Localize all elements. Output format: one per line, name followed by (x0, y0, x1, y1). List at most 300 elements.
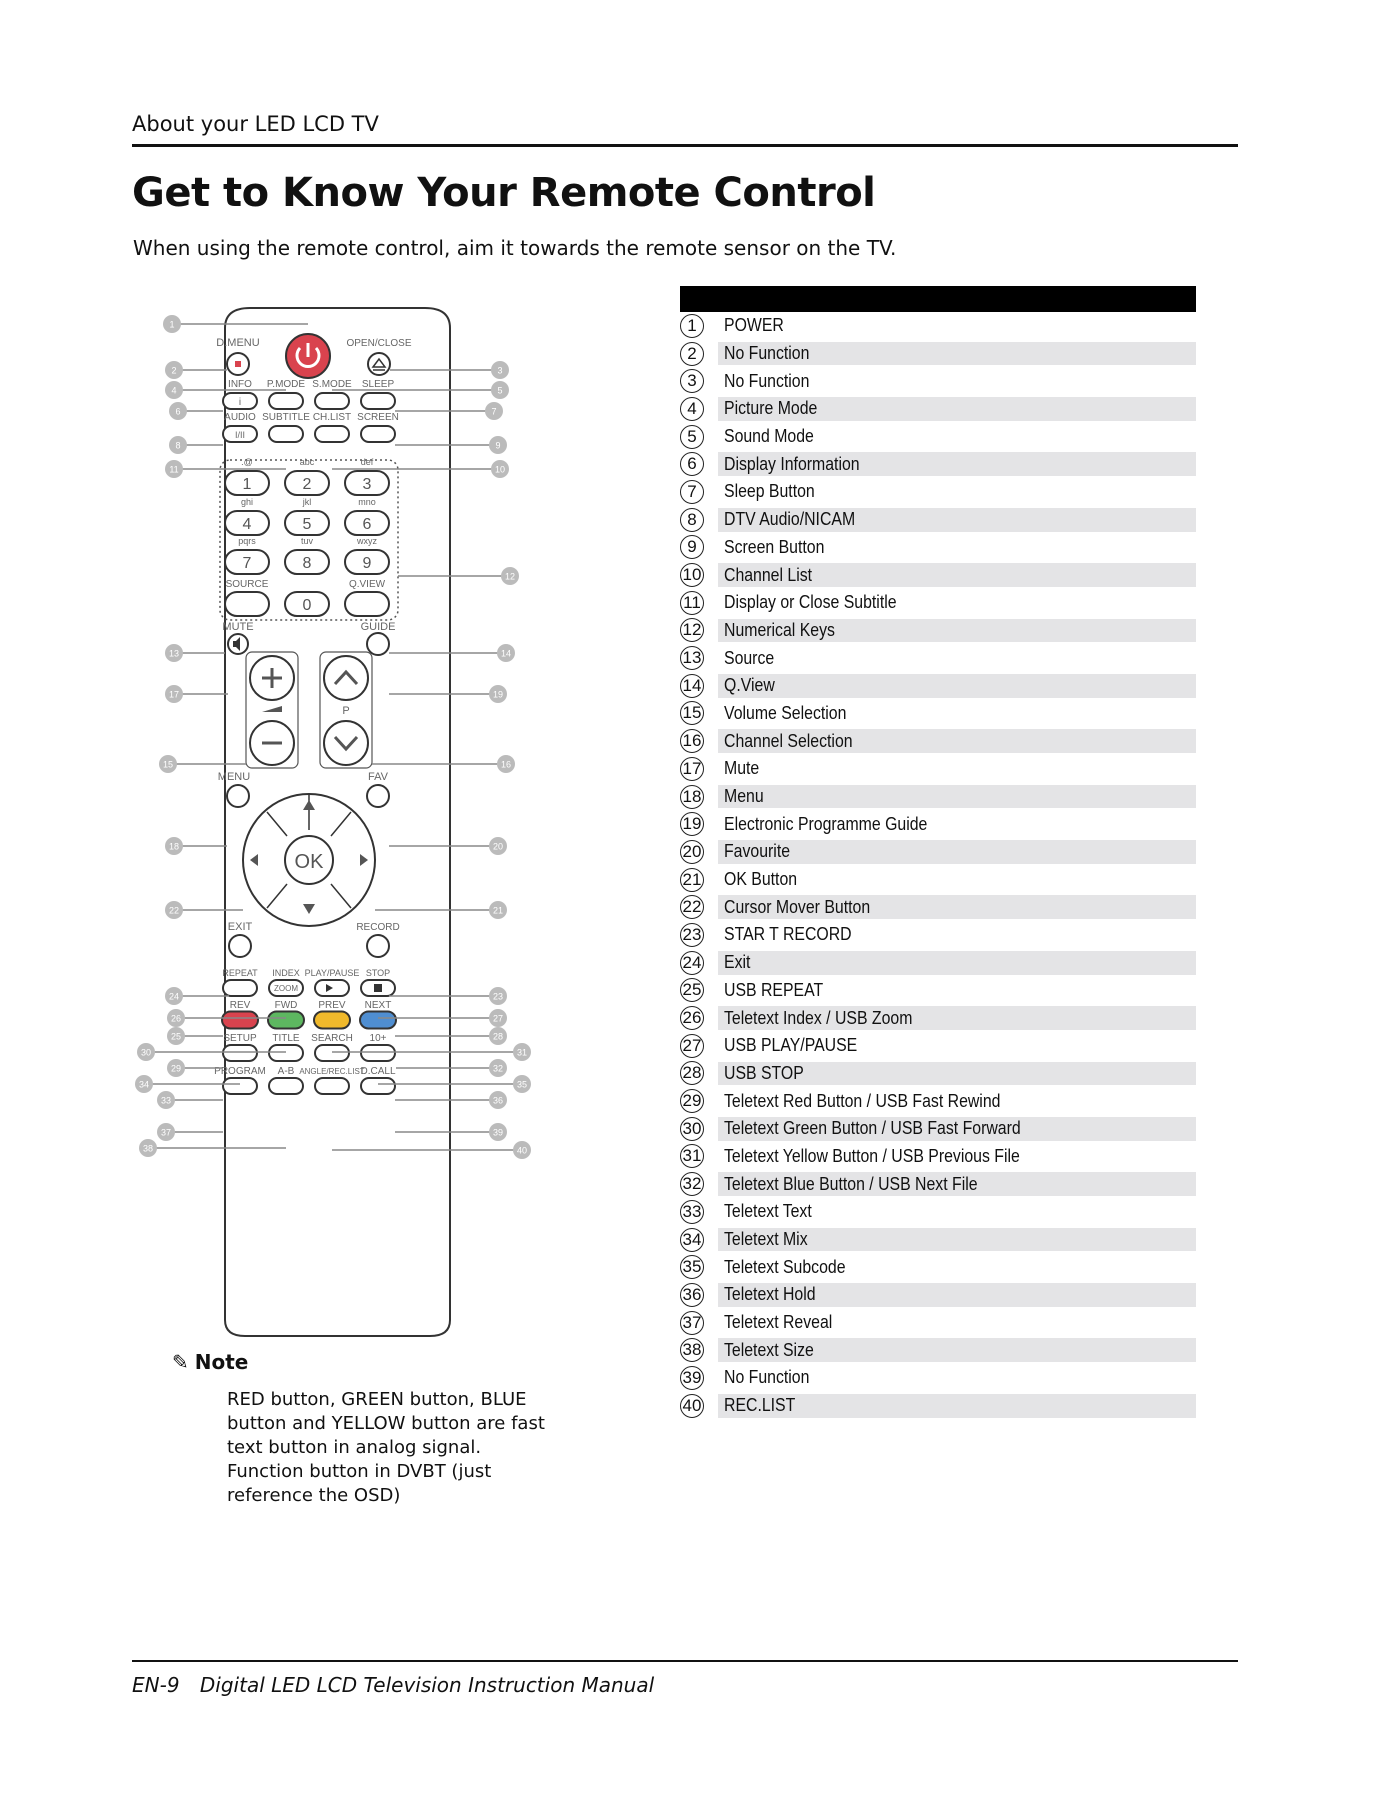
note-text: RED button, GREEN button, BLUE button and YELLOW button are fast text button in analog signal. Function button in DVBT (just reference the OSD) (227, 1389, 545, 1506)
legend-label-text: No Function (724, 370, 810, 391)
legend-number: 17 (680, 757, 704, 781)
legend-row (680, 561, 1196, 589)
legend-number: 26 (680, 1006, 704, 1030)
angle-label: ANGLE/REC.LIST (299, 1067, 365, 1076)
legend-row (680, 644, 1196, 672)
callout-number: 1 (169, 319, 175, 330)
legend-number: 37 (680, 1311, 704, 1335)
channel-up-button[interactable] (324, 656, 368, 700)
guide-label: GUIDE (360, 621, 396, 633)
legend-label (718, 840, 1196, 864)
callout-number: 4 (171, 385, 177, 396)
legend-label (718, 1062, 1196, 1086)
legend-label-text: Teletext Size (724, 1339, 814, 1360)
callout-number: 11 (169, 464, 179, 475)
legend-label (718, 619, 1196, 643)
prev-label: PREV (318, 1000, 346, 1011)
legend-number: 24 (680, 951, 704, 975)
subtitle: When using the remote control, aim it towards the remote sensor on the TV. (133, 236, 897, 260)
legend-row (680, 1060, 1196, 1088)
numeric-key-digit: 0 (302, 597, 312, 614)
legend-label-text: Teletext Green Button / USB Fast Forward (724, 1118, 1021, 1139)
search-label: SEARCH (311, 1033, 353, 1044)
menu-label: MENU (217, 771, 251, 783)
legend-row (680, 921, 1196, 949)
legend-label-text: Channel Selection (724, 730, 853, 751)
legend-row (680, 1281, 1196, 1309)
legend-row (680, 1309, 1196, 1337)
callout-number: 9 (495, 440, 501, 451)
legend-row (680, 1336, 1196, 1364)
legend-number: 18 (680, 785, 704, 809)
text-button[interactable] (223, 1045, 257, 1061)
legend-row (680, 367, 1196, 395)
source-label: SOURCE (225, 579, 269, 590)
legend-number: 32 (680, 1172, 704, 1196)
hold-button[interactable] (361, 1045, 395, 1061)
legend-row (680, 866, 1196, 894)
legend-label (718, 785, 1196, 809)
callout-number: 28 (492, 1031, 504, 1042)
playpause-label: PLAY/PAUSE (304, 968, 360, 978)
legend-label (718, 646, 1196, 670)
legend-row (680, 506, 1196, 534)
legend-label-text: Electronic Programme Guide (724, 813, 928, 834)
record-label: RECORD (356, 922, 400, 933)
dmenu-label: D.MENU (216, 337, 260, 349)
legend-number: 6 (680, 452, 704, 476)
legend-number: 33 (680, 1200, 704, 1224)
legend-label (718, 1394, 1196, 1418)
legend-row (680, 1364, 1196, 1392)
legend-row (680, 1004, 1196, 1032)
blue-button[interactable] (360, 1012, 396, 1029)
legend-row (680, 727, 1196, 755)
callout-number: 20 (492, 841, 504, 852)
legend-label-text: USB REPEAT (724, 979, 824, 1000)
dcall-label: D.CALL (360, 1066, 396, 1077)
mix-button[interactable] (269, 1045, 303, 1061)
legend-number: 3 (680, 369, 704, 393)
smode-label: S.MODE (312, 379, 352, 390)
page-footer (132, 1673, 654, 1697)
legend-number: 10 (680, 563, 704, 587)
legend-row (680, 450, 1196, 478)
legend-row (680, 977, 1196, 1005)
key-letters-label: wxyz (357, 536, 377, 546)
legend-row (680, 1392, 1196, 1420)
subtitle-label: SUBTITLE (262, 412, 310, 423)
legend-number: 40 (680, 1394, 704, 1418)
callout-number: 14 (500, 648, 512, 659)
legend-row (680, 1087, 1196, 1115)
legend-number: 29 (680, 1089, 704, 1113)
fav-button[interactable] (367, 785, 389, 807)
red-button[interactable] (222, 1012, 258, 1029)
numeric-key-digit: 4 (242, 516, 252, 533)
qview-label: Q.VIEW (348, 579, 386, 590)
callout-number: 6 (175, 406, 181, 417)
legend-row (680, 617, 1196, 645)
numeric-key-digit: 2 (302, 476, 312, 493)
legend-row (680, 783, 1196, 811)
legend-label (718, 1034, 1196, 1058)
legend-label (718, 369, 1196, 393)
setup-label: SETUP (223, 1033, 257, 1044)
legend-number: 21 (680, 868, 704, 892)
subcode-button[interactable] (315, 1045, 349, 1061)
legend-label (718, 1145, 1196, 1169)
tenplus-label: 10+ (369, 1033, 387, 1044)
stop-icon (374, 984, 382, 992)
legend-number: 13 (680, 646, 704, 670)
legend-label (718, 508, 1196, 532)
key-letters-label: tuv (300, 536, 314, 546)
legend-row (680, 1198, 1196, 1226)
legend-label (718, 1283, 1196, 1307)
legend-label (718, 591, 1196, 615)
legend-number: 5 (680, 425, 704, 449)
callout-number: 36 (492, 1095, 504, 1106)
rec-list-button[interactable] (315, 1078, 349, 1094)
legend-label (718, 536, 1196, 560)
numeric-key-digit: 7 (242, 555, 252, 572)
legend-number: 34 (680, 1228, 704, 1252)
info-label: INFO (228, 379, 252, 390)
legend-label (718, 397, 1196, 421)
callout-number: 24 (168, 991, 180, 1002)
menu-button[interactable] (227, 785, 249, 807)
sleep-button[interactable] (361, 393, 395, 409)
pencil-icon: ✎ (172, 1350, 189, 1374)
channel-down-button[interactable] (324, 721, 368, 765)
title-label: TITLE (272, 1033, 300, 1044)
legend-label (718, 1338, 1196, 1362)
legend-number: 31 (680, 1144, 704, 1168)
key-letters-label: def (360, 457, 374, 467)
legend-row (680, 810, 1196, 838)
legend-header-bar (680, 286, 1196, 312)
legend-label (718, 729, 1196, 753)
callout-number: 15 (162, 759, 174, 770)
callout-number: 39 (492, 1127, 504, 1138)
legend-label-text: Teletext Hold (724, 1284, 816, 1305)
legend-label-text: No Function (724, 1367, 810, 1388)
fav-label: FAV (368, 771, 388, 783)
legend-label-text: Q.View (724, 675, 775, 696)
legend-label-text: Favourite (724, 841, 791, 862)
guide-button[interactable] (367, 633, 389, 655)
legend-label-text: STAR T RECORD (724, 924, 852, 945)
legend-row (680, 478, 1196, 506)
size-button[interactable] (269, 1078, 303, 1094)
legend-label-text: Teletext Blue Button / USB Next File (724, 1173, 978, 1194)
callout-number: 13 (168, 648, 180, 659)
next-label: NEXT (364, 1000, 392, 1011)
source-button[interactable] (225, 592, 269, 616)
mute-label: MUTE (222, 621, 254, 633)
legend-label (718, 951, 1196, 975)
callout-number: 16 (500, 759, 512, 770)
legend-label (718, 452, 1196, 476)
callout-number: 31 (516, 1047, 528, 1058)
legend-label (718, 342, 1196, 366)
callout-number: 10 (494, 464, 506, 475)
legend-label-text: Teletext Index / USB Zoom (724, 1007, 913, 1028)
legend-label-text: Sleep Button (724, 481, 815, 502)
numeric-key-digit: 9 (362, 555, 372, 572)
legend-label (718, 1255, 1196, 1279)
open-close-label: OPEN/CLOSE (346, 338, 412, 349)
callout-number: 26 (170, 1013, 182, 1024)
legend-label-text: Teletext Reveal (724, 1312, 833, 1333)
top-rule (132, 144, 1238, 147)
legend-number: 1 (680, 314, 704, 338)
audio-glyph: I/II (234, 430, 246, 440)
callout-number: 17 (168, 689, 180, 700)
callout-number: 3 (497, 365, 503, 376)
callout-number: 38 (142, 1143, 154, 1154)
green-button[interactable] (268, 1012, 304, 1029)
reveal-button[interactable] (223, 1078, 257, 1094)
legend-label (718, 1006, 1196, 1030)
legend-label-text: Mute (724, 758, 760, 779)
callout-number: 22 (168, 905, 180, 916)
note-heading-label: Note (194, 1350, 249, 1374)
legend-label-text: Numerical Keys (724, 619, 835, 640)
callout-number: 12 (504, 571, 516, 582)
legend-label (718, 314, 1196, 338)
legend-number: 27 (680, 1034, 704, 1058)
legend-label-text: USB STOP (724, 1062, 804, 1083)
legend-label-text: Display or Close Subtitle (724, 592, 897, 613)
legend-row (680, 672, 1196, 700)
callout-number: 32 (492, 1063, 504, 1074)
callout-number: 40 (516, 1145, 528, 1156)
smode-button[interactable] (315, 393, 349, 409)
key-letters-label: .@ (241, 457, 253, 467)
stop-label: STOP (365, 968, 391, 978)
legend-number: 22 (680, 895, 704, 919)
legend-row (680, 1253, 1196, 1281)
legend-number: 23 (680, 923, 704, 947)
repeat-label: REPEAT (222, 968, 258, 978)
legend-number: 38 (680, 1338, 704, 1362)
program-label: PROGRAM (214, 1066, 266, 1077)
legend-label-text: Menu (724, 786, 764, 807)
callout-number: 5 (497, 385, 503, 396)
callout-number: 37 (160, 1127, 172, 1138)
dcall-button[interactable] (361, 1078, 395, 1094)
open-close-button[interactable] (368, 353, 390, 375)
numeric-key-digit: 3 (362, 476, 372, 493)
record-button[interactable] (367, 935, 389, 957)
exit-button[interactable] (229, 935, 251, 957)
callout-number: 8 (175, 440, 181, 451)
legend-row (680, 589, 1196, 617)
legend-label-text: DTV Audio/NICAM (724, 509, 856, 530)
legend-number: 11 (680, 591, 704, 615)
legend-label (718, 868, 1196, 892)
legend-label-text: Channel List (724, 564, 813, 585)
legend-label-text: Volume Selection (724, 702, 847, 723)
legend-row (680, 838, 1196, 866)
legend-number: 7 (680, 480, 704, 504)
legend-row (680, 340, 1196, 368)
legend-number: 15 (680, 701, 704, 725)
pmode-label: P.MODE (266, 379, 306, 390)
callout-number: 18 (168, 841, 180, 852)
legend-label (718, 702, 1196, 726)
legend-label (718, 1366, 1196, 1390)
legend-label (718, 757, 1196, 781)
callout-number: 7 (491, 406, 497, 417)
legend-number: 36 (680, 1283, 704, 1307)
section-header: About your LED LCD TV (132, 112, 379, 136)
legend-label-text: Teletext Text (724, 1201, 812, 1222)
legend-number: 8 (680, 508, 704, 532)
legend-label-text: Screen Button (724, 536, 825, 557)
callout-number: 27 (492, 1013, 504, 1024)
note-heading (172, 1350, 552, 1374)
legend-label-text: USB PLAY/PAUSE (724, 1035, 858, 1056)
legend-label-text: Teletext Subcode (724, 1256, 846, 1277)
numeric-key-digit: 6 (362, 516, 372, 533)
legend-row (680, 534, 1196, 562)
screen-button[interactable] (361, 426, 395, 442)
info-glyph: i (238, 397, 242, 408)
legend-row (680, 1032, 1196, 1060)
legend-label (718, 1311, 1196, 1335)
legend-label-text: OK Button (724, 869, 798, 890)
legend-label (718, 425, 1196, 449)
pmode-button[interactable] (269, 393, 303, 409)
callout-number: 21 (492, 905, 504, 916)
callout-number: 30 (140, 1047, 152, 1058)
ab-label: A-B (277, 1066, 295, 1077)
callout-number: 25 (170, 1031, 182, 1042)
legend-label-text: No Function (724, 343, 810, 364)
legend-label (718, 923, 1196, 947)
chlist-button[interactable] (315, 426, 349, 442)
legend-label (718, 674, 1196, 698)
numeric-key-digit: 1 (242, 476, 252, 493)
legend-row (680, 893, 1196, 921)
callout-number: 2 (171, 365, 177, 376)
legend-label-text: Picture Mode (724, 398, 818, 419)
key-letters-label: abc (299, 457, 315, 467)
legend-label-text: POWER (724, 315, 784, 336)
rev-label: REV (229, 1000, 251, 1011)
legend-row (680, 1226, 1196, 1254)
legend-label-text: Teletext Mix (724, 1229, 808, 1250)
dmenu-dot-icon (235, 361, 241, 367)
screen-label: SCREEN (357, 412, 399, 423)
legend-label-text: REC.LIST (724, 1395, 796, 1416)
callout-number: 19 (492, 689, 504, 700)
legend-row (680, 312, 1196, 340)
legend-label (718, 979, 1196, 1003)
legend-label-text: Teletext Yellow Button / USB Previous File (724, 1145, 1020, 1166)
legend-label (718, 1089, 1196, 1113)
legend-number: 12 (680, 618, 704, 642)
legend-number: 9 (680, 535, 704, 559)
fwd-label: FWD (274, 1000, 298, 1011)
legend-row (680, 755, 1196, 783)
callout-number: 23 (492, 991, 504, 1002)
legend-number: 14 (680, 674, 704, 698)
qview-button[interactable] (345, 592, 389, 616)
legend-number: 39 (680, 1366, 704, 1390)
callout-number: 29 (170, 1063, 182, 1074)
callout-number: 34 (138, 1079, 150, 1090)
legend-label-text: Cursor Mover Button (724, 896, 871, 917)
legend-number: 35 (680, 1255, 704, 1279)
legend-label (718, 1228, 1196, 1252)
numeric-key-digit: 8 (302, 555, 312, 572)
legend-row (680, 1115, 1196, 1143)
legend-row (680, 1170, 1196, 1198)
legend-row (680, 395, 1196, 423)
chlist-label: CH.LIST (312, 412, 352, 423)
key-letters-label: pqrs (238, 536, 256, 546)
legend-number: 2 (680, 342, 704, 366)
remote-control-illustration (140, 300, 580, 1340)
manual-title: Digital LED LCD Television Instruction Manual (199, 1673, 655, 1697)
index-label: INDEX (272, 968, 300, 978)
legend-row (680, 949, 1196, 977)
audio-label: AUDIO (224, 412, 256, 423)
legend-label-text: Source (724, 647, 775, 668)
legend-row (680, 700, 1196, 728)
legend-number: 30 (680, 1117, 704, 1141)
ok-label: OK (294, 851, 324, 873)
subtitle-button[interactable] (269, 426, 303, 442)
legend-label-text: Sound Mode (724, 426, 814, 447)
channel-p-label: P (342, 705, 350, 717)
legend-row (680, 423, 1196, 451)
exit-label: EXIT (227, 921, 253, 933)
repeat-button[interactable] (223, 980, 257, 996)
key-letters-label: ghi (240, 497, 254, 507)
legend-label (718, 1172, 1196, 1196)
page-code: EN-9 (132, 1673, 180, 1697)
legend-label (718, 1200, 1196, 1224)
key-letters-label: mno (358, 497, 376, 507)
legend-number: 16 (680, 729, 704, 753)
yellow-button[interactable] (314, 1012, 350, 1029)
legend-number: 4 (680, 397, 704, 421)
legend-label-text: Exit (724, 952, 751, 973)
sleep-label: SLEEP (361, 379, 395, 390)
legend-label-text: Display Information (724, 453, 860, 474)
legend-label (718, 480, 1196, 504)
legend-row (680, 1143, 1196, 1171)
legend-number: 28 (680, 1061, 704, 1085)
page-title: Get to Know Your Remote Control (132, 170, 876, 216)
numeric-key-digit: 5 (302, 516, 312, 533)
legend-number: 25 (680, 978, 704, 1002)
legend-label (718, 563, 1196, 587)
zoom-label: ZOOM (274, 984, 298, 993)
note-block (172, 1350, 552, 1508)
legend-label-text: Teletext Red Button / USB Fast Rewind (724, 1090, 1001, 1111)
callout-number: 33 (160, 1095, 172, 1106)
legend-label (718, 895, 1196, 919)
key-letters-label: jkl (302, 497, 312, 507)
button-legend (680, 286, 1196, 1420)
callout-number: 35 (516, 1079, 528, 1090)
